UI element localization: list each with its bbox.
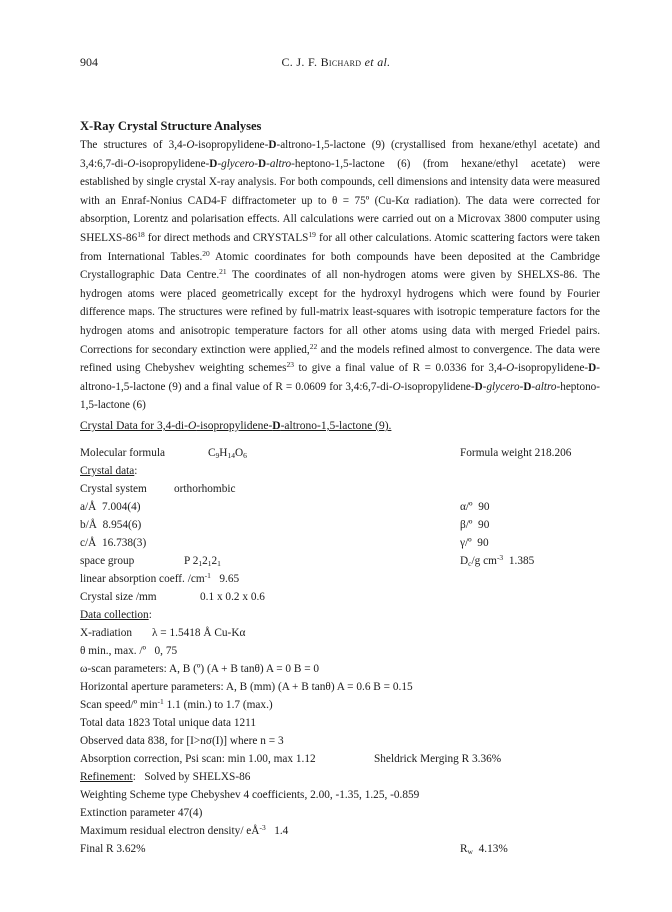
refinement-row: Refinement: Solved by SHELXS-86 xyxy=(80,771,251,783)
cell-alpha: α/º 90 xyxy=(460,501,490,513)
crystal-data-heading: Crystal data: xyxy=(80,465,138,477)
extinction-row: Extinction parameter 47(4) xyxy=(80,807,203,819)
running-header-authors: C. J. F. Bichard et al. xyxy=(281,55,391,69)
ref-23: 23 xyxy=(286,360,294,370)
space-group-row: space group P $2_12_12_1$ $D_c/g$ $cm^{-3}$ 1.385 xyxy=(80,553,535,568)
absorption-correction-row: Absorption correction, Psi scan: min 1.00, max 1.12 Sheldrick Merging R 3.36% xyxy=(80,753,502,765)
cell-beta: β/º 90 xyxy=(460,519,490,531)
final-r-row: Final R 3.62% $R_w$ 4.13% xyxy=(80,843,508,856)
ref-21: 21 xyxy=(219,267,227,277)
calculated-density: $D_c/g$ $cm^{-3}$ 1.385 xyxy=(460,553,535,568)
theta-range-row: θ min., max. /º 0, 75 xyxy=(80,645,178,657)
crystal-size-row: Crystal size /mm 0.1 x 0.2 x 0.6 xyxy=(80,591,265,603)
merging-r: Sheldrick Merging R 3.36% xyxy=(374,753,502,765)
ref-18: 18 xyxy=(137,229,145,239)
section-title: X-Ray Crystal Structure Analyses xyxy=(80,119,262,133)
crystal-system-row: Crystal system orthorhombic xyxy=(80,483,236,495)
scan-speed-row: Scan speed/º $\min^{-1} 1.1$ (min.) to 1.7 (max.) xyxy=(80,697,273,711)
space-group: P $2_12_12_1$ xyxy=(184,555,221,568)
molecular-formula: $C_9H_{14}O_6$ xyxy=(208,447,247,460)
ref-22: 22 xyxy=(309,341,318,351)
weighted-r: $R_w$ 4.13% xyxy=(460,843,508,856)
formula-weight: Formula weight 218.206 xyxy=(460,447,572,459)
crystal-data-title: Crystal Data for 3,4-di-O-isopropylidene-D-altrono-1,5-lactone (9). xyxy=(80,420,392,432)
observed-data-row: Observed data 838, for [I>nσ(I)] where n = 3 xyxy=(80,735,284,747)
total-data-row: Total data 1823 Total unique data 1211 xyxy=(80,717,256,729)
cell-c-row: c/Å 16.738(3) γ/º 90 xyxy=(80,537,489,549)
molecular-formula-row: Molecular formula $C_9H_{14}O_6$ Formula weight 218.206 xyxy=(80,447,572,460)
horizontal-aperture-row: Horizontal aperture parameters: A, B (mm) (A + B tanθ) A = 0.6 B = 0.15 xyxy=(80,681,413,693)
weighting-scheme-row: Weighting Scheme type Chebyshev 4 coefficients, 2.00, -1.35, 1.25, -0.859 xyxy=(80,789,420,801)
cell-b-row: b/Å 8.954(6) β/º 90 xyxy=(80,519,490,531)
omega-scan-row: ω-scan parameters: A, B (º) (A + B tanθ) A = 0 B = 0 xyxy=(80,663,320,675)
data-collection-heading: Data collection: xyxy=(80,609,152,621)
ref-20: 20 xyxy=(202,248,210,258)
cell-gamma: γ/º 90 xyxy=(460,537,489,549)
page-number: 904 xyxy=(80,55,98,69)
methods-paragraph: The structures of 3,4-O-isopropylidene-D-altrono-1,5-lactone (9) (crystallised from hexane/ethyl acetate) and 3,4:6,7-di-O-isopropylidene-D-glycero-D-altro-heptono-1,5-lactone (6) (from hexane/ethyl acetate) were established by single crystal X-ray analysis. For both compounds, cell dimensions and intensity data were measured with an Enraf-Nonius CAD4-F diffractometer up to θ = 75º (Cu-Kα radiation). The data were corrected for absorption, Lorentz and polarisation effects. All calculations were carried out on a Microvax 3800 computer using SHELXS-$86^{18}$ for direct methods and CRYSTALS$^{19}$ for all other calculations. Atomic scattering factors were taken from International Tables.$^{20}$ Atomic coordinates for both compounds have been deposited at the Cambridge Crystallographic Data Centre.$^{21}$ The coordinates of all non-hydrogen atoms were given by SHELXS-86. The hydrogen atoms were placed geometrically except for the hydroxyl hydrogens which were found by Fourier difference maps. The structures were refined by full-matrix least-squares with isotropic temperature factors for the hydrogen atoms and anisotropic temperature factors for all other atoms using data with merged Friedel pairs. Corrections for secondary extinction were applied,$^{22}$ and the models refined almost to convergence. The data were refined using Chebyshev weighting schemes$^{23}$ to give a final value of R = 0.0336 for 3,4-O-isopropylidene-D-altrono-1,5-lactone (9) and a final value of R = 0.0609 for 3,4:6,7-di-O-isopropylidene-D-glycero-D-altro-heptono-1,5-lactone (6) xyxy=(80,139,600,412)
absorption-coeff-row: linear absorption coeff. $/cm^{-1}$ 9.65 xyxy=(80,571,240,585)
max-residual-row: Maximum residual electron density/ $eÅ^{-3}$ 1.4 xyxy=(80,823,289,837)
cell-a-row: a/Å 7.004(4) α/º 90 xyxy=(80,501,490,513)
ref-19: 19 xyxy=(308,229,316,239)
x-radiation-row: X-radiation λ = 1.5418 Å Cu-Kα xyxy=(80,627,246,639)
